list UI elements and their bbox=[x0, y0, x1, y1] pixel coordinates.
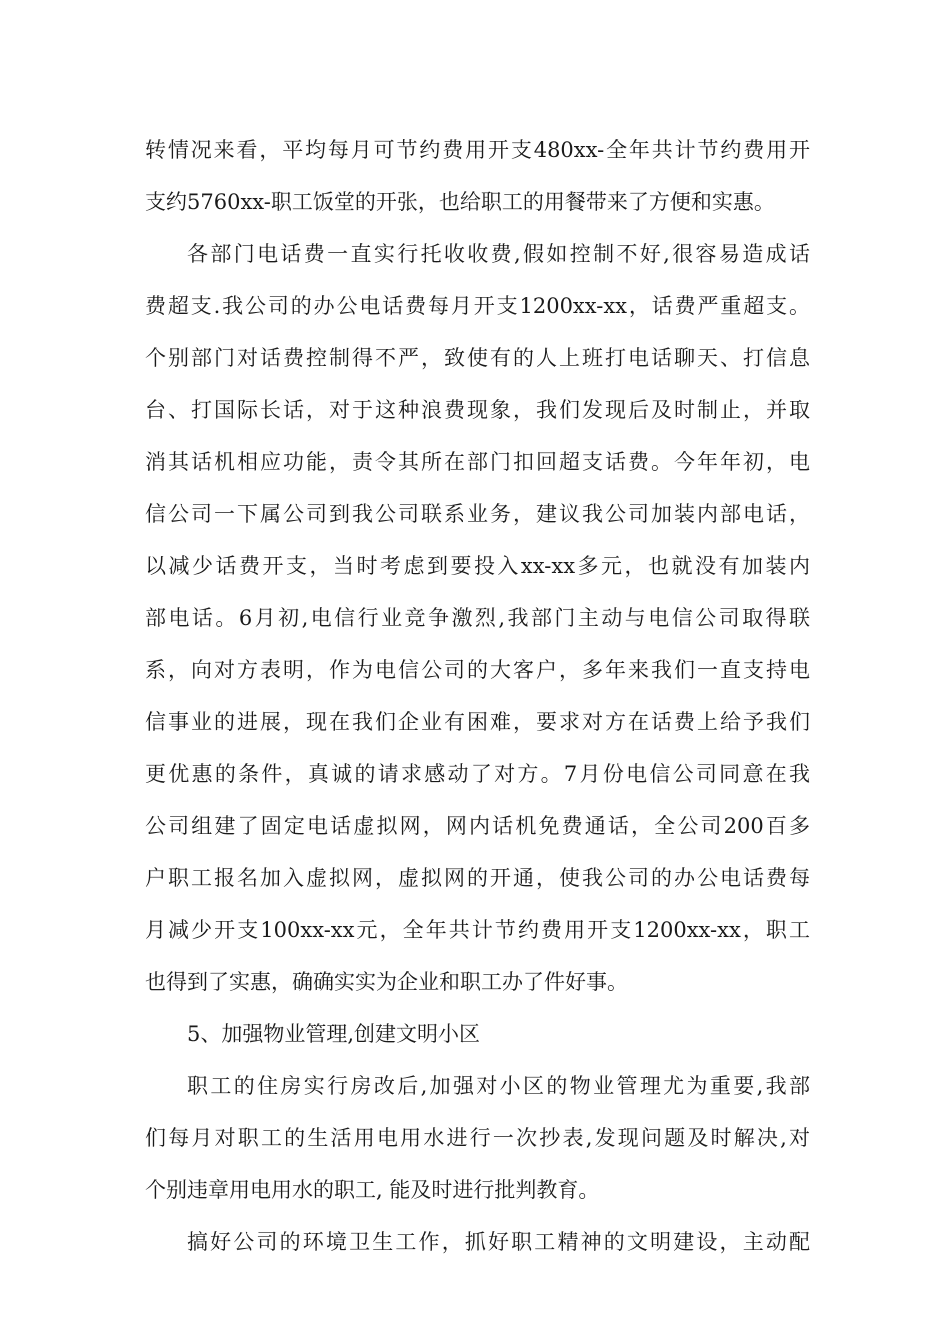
text-line bbox=[145, 696, 810, 748]
text-line bbox=[145, 904, 810, 956]
text-line-content: 5、加强物业管理,创建文明小区 bbox=[187, 1022, 481, 1046]
text-line-content: 公司组建了固定电话虚拟网，网内话机免费通话，全公司200百多 bbox=[145, 814, 810, 838]
text-line-content: 部电话。6月初,电信行业竞争激烈,我部门主动与电信公司取得联 bbox=[145, 606, 810, 630]
text-line-content: 户职工报名加入虚拟网，虚拟网的开通，使我公司的办公电话费每 bbox=[145, 866, 810, 890]
text-line bbox=[145, 332, 810, 384]
text-line-content: 个别部门对话费控制得不严，致使有的人上班打电话聊天、打信息 bbox=[145, 346, 810, 370]
text-line-content: 信事业的进展，现在我们企业有困难，要求对方在话费上给予我们 bbox=[145, 710, 810, 734]
text-line-content: 以减少话费开支，当时考虑到要投入xx-xx多元，也就没有加装内 bbox=[145, 554, 810, 578]
text-line bbox=[145, 488, 810, 540]
text-line bbox=[145, 592, 810, 644]
text-line bbox=[145, 1164, 810, 1216]
text-line-content: 台、打国际长话，对于这种浪费现象，我们发现后及时制止，并取 bbox=[145, 398, 810, 422]
text-line-content: 更优惠的条件，真诚的请求感动了对方。7月份电信公司同意在我 bbox=[145, 762, 810, 786]
text-line-content: 搞好公司的环境卫生工作，抓好职工精神的文明建设，主动配 bbox=[187, 1230, 810, 1254]
text-line bbox=[145, 956, 810, 1008]
text-line bbox=[145, 1008, 810, 1060]
text-line-content: 月减少开支100xx-xx元，全年共计节约费用开支1200xx-xx，职工 bbox=[145, 918, 810, 942]
text-line-content: 也得到了实惠，确确实实为企业和职工办了件好事。 bbox=[145, 970, 628, 994]
text-line bbox=[145, 176, 810, 228]
document-body bbox=[145, 124, 810, 1268]
text-line-content: 费超支.我公司的办公电话费每月开支1200xx-xx，话费严重超支。 bbox=[145, 294, 810, 318]
text-line bbox=[145, 852, 810, 904]
text-line-content: 转情况来看，平均每月可节约费用开支480xx-全年共计节约费用开 bbox=[145, 138, 810, 162]
text-line bbox=[145, 124, 810, 176]
text-line bbox=[145, 1216, 810, 1268]
text-line-content: 系，向对方表明，作为电信公司的大客户，多年来我们一直支持电 bbox=[145, 658, 810, 682]
text-line bbox=[145, 280, 810, 332]
text-line bbox=[145, 228, 810, 280]
text-line-content: 信公司一下属公司到我公司联系业务，建议我公司加装内部电话， bbox=[145, 502, 810, 526]
text-line bbox=[145, 800, 810, 852]
text-line-content: 支约5760xx-职工饭堂的开张，也给职工的用餐带来了方便和实惠。 bbox=[145, 190, 775, 214]
text-line-content: 职工的住房实行房改后,加强对小区的物业管理尤为重要,我部 bbox=[187, 1074, 810, 1098]
text-line bbox=[145, 644, 810, 696]
text-line bbox=[145, 436, 810, 488]
text-line bbox=[145, 1060, 810, 1112]
text-line bbox=[145, 1112, 810, 1164]
text-line-content: 消其话机相应功能，责令其所在部门扣回超支话费。今年年初，电 bbox=[145, 450, 810, 474]
text-line-content: 各部门电话费一直实行托收收费,假如控制不好,很容易造成话 bbox=[187, 242, 810, 266]
text-line bbox=[145, 384, 810, 436]
text-line-content: 个别违章用电用水的职工, 能及时进行批判教育。 bbox=[145, 1178, 600, 1202]
text-line bbox=[145, 748, 810, 800]
text-line bbox=[145, 540, 810, 592]
text-line-content: 们每月对职工的生活用电用水进行一次抄表,发现问题及时解决,对 bbox=[145, 1126, 810, 1150]
